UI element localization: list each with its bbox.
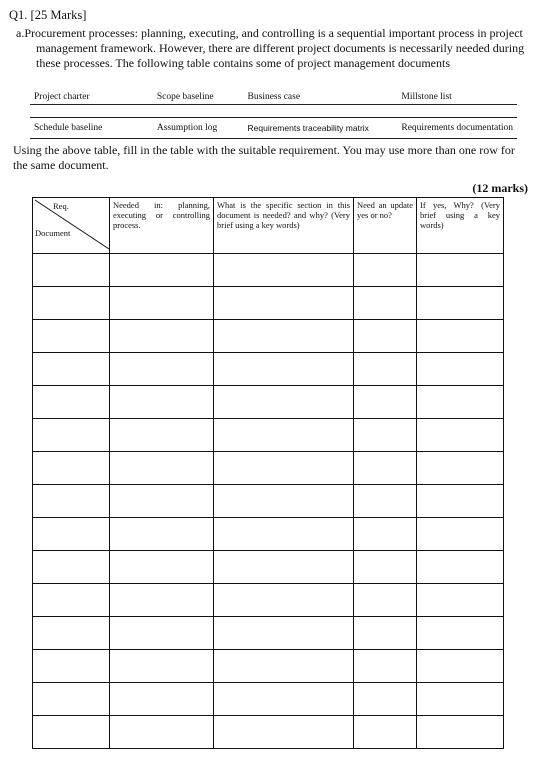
answer-cell-if-yes-why[interactable]: [417, 617, 504, 650]
answer-cell-need-update[interactable]: [354, 518, 417, 551]
answer-cell-need-update[interactable]: [354, 419, 417, 452]
answer-cell-specific-section[interactable]: [214, 584, 354, 617]
answer-row: [33, 518, 504, 551]
answer-cell-if-yes-why[interactable]: [417, 386, 504, 419]
answer-cell-specific-section[interactable]: [214, 485, 354, 518]
answer-cell-needed-in[interactable]: [110, 716, 214, 749]
answer-cell-needed-in[interactable]: [110, 353, 214, 386]
answer-cell-specific-section[interactable]: [214, 254, 354, 287]
answer-cell-need-update[interactable]: [354, 386, 417, 419]
answer-cell-need-update[interactable]: [354, 254, 417, 287]
answer-table: [32, 197, 504, 749]
answer-cell-need-update[interactable]: [354, 650, 417, 683]
answer-row: [33, 287, 504, 320]
answer-cell-document[interactable]: [33, 485, 110, 518]
answer-cell-document[interactable]: [33, 617, 110, 650]
answer-cell-document[interactable]: [33, 716, 110, 749]
answer-cell-document[interactable]: [33, 419, 110, 452]
answer-cell-needed-in[interactable]: [110, 287, 214, 320]
answer-row: [33, 320, 504, 353]
corner-cell: [33, 198, 110, 254]
document-item: Millstone list: [397, 89, 517, 105]
answer-row: [33, 353, 504, 386]
answer-cell-document[interactable]: [33, 551, 110, 584]
answer-cell-specific-section[interactable]: [214, 287, 354, 320]
answer-row: [33, 254, 504, 287]
diagonal-line: [33, 198, 110, 250]
answer-row: [33, 551, 504, 584]
answer-cell-if-yes-why[interactable]: [417, 716, 504, 749]
answer-cell-if-yes-why[interactable]: [417, 650, 504, 683]
document-item: Requirements documentation: [397, 118, 517, 139]
document-item: Project charter: [30, 89, 153, 105]
answer-cell-document[interactable]: [33, 320, 110, 353]
document-item: Scope baseline: [153, 89, 244, 105]
answer-cell-document[interactable]: [33, 353, 110, 386]
answer-cell-specific-section[interactable]: [214, 716, 354, 749]
answer-cell-specific-section[interactable]: [214, 452, 354, 485]
answer-cell-specific-section[interactable]: [214, 617, 354, 650]
answer-cell-if-yes-why[interactable]: [417, 419, 504, 452]
answer-cell-if-yes-why[interactable]: [417, 452, 504, 485]
header-needed-in: Needed in: planning, executing or controlling process.: [110, 198, 214, 254]
answer-cell-document[interactable]: [33, 683, 110, 716]
answer-cell-specific-section[interactable]: [214, 518, 354, 551]
answer-cell-need-update[interactable]: [354, 353, 417, 386]
answer-cell-document[interactable]: [33, 452, 110, 485]
answer-cell-needed-in[interactable]: [110, 551, 214, 584]
answer-row: [33, 617, 504, 650]
answer-cell-specific-section[interactable]: [214, 386, 354, 419]
answer-cell-if-yes-why[interactable]: [417, 287, 504, 320]
document-list-row: [30, 89, 517, 105]
answer-cell-if-yes-why[interactable]: [417, 353, 504, 386]
answer-cell-document[interactable]: [33, 650, 110, 683]
document-list-row: [30, 118, 517, 139]
question-title: Q1. [25 Marks]: [9, 8, 87, 22]
answer-cell-if-yes-why[interactable]: [417, 551, 504, 584]
answer-cell-if-yes-why[interactable]: [417, 518, 504, 551]
answer-row: [33, 386, 504, 419]
answer-cell-need-update[interactable]: [354, 617, 417, 650]
answer-cell-needed-in[interactable]: [110, 683, 214, 716]
answer-row: [33, 650, 504, 683]
answer-cell-needed-in[interactable]: [110, 386, 214, 419]
answer-cell-document[interactable]: [33, 287, 110, 320]
answer-cell-needed-in[interactable]: [110, 254, 214, 287]
answer-cell-needed-in[interactable]: [110, 650, 214, 683]
answer-cell-document[interactable]: [33, 386, 110, 419]
document-list-table: [30, 89, 517, 139]
answer-row: [33, 716, 504, 749]
answer-cell-document[interactable]: [33, 254, 110, 287]
answer-cell-if-yes-why[interactable]: [417, 584, 504, 617]
answer-cell-need-update[interactable]: [354, 485, 417, 518]
answer-row: [33, 584, 504, 617]
answer-row: [33, 683, 504, 716]
answer-cell-if-yes-why[interactable]: [417, 485, 504, 518]
answer-cell-specific-section[interactable]: [214, 683, 354, 716]
answer-cell-needed-in[interactable]: [110, 320, 214, 353]
answer-cell-need-update[interactable]: [354, 452, 417, 485]
answer-cell-need-update[interactable]: [354, 683, 417, 716]
answer-row: [33, 452, 504, 485]
answer-table-header: [33, 198, 504, 254]
header-need-update: Need an update yes or no?: [354, 198, 417, 254]
corner-document-label: Document: [35, 228, 71, 238]
answer-row: [33, 419, 504, 452]
answer-cell-if-yes-why[interactable]: [417, 254, 504, 287]
instruction-text: Using the above table, fill in the table with the suitable requirement. You may use more than one row for the same document.: [13, 143, 515, 172]
answer-cell-needed-in[interactable]: [110, 518, 214, 551]
document-item: Assumption log: [153, 118, 244, 139]
answer-cell-specific-section[interactable]: [214, 320, 354, 353]
answer-cell-needed-in[interactable]: [110, 419, 214, 452]
answer-cell-if-yes-why[interactable]: [417, 683, 504, 716]
document-item: Requirements traceability matrix: [244, 118, 398, 139]
answer-cell-specific-section[interactable]: [214, 353, 354, 386]
answer-cell-needed-in[interactable]: [110, 452, 214, 485]
marks-label: (12 marks): [472, 181, 528, 195]
answer-cell-specific-section[interactable]: [214, 551, 354, 584]
answer-cell-needed-in[interactable]: [110, 584, 214, 617]
answer-cell-need-update[interactable]: [354, 584, 417, 617]
answer-cell-needed-in[interactable]: [110, 485, 214, 518]
answer-cell-need-update[interactable]: [354, 716, 417, 749]
answer-cell-need-update[interactable]: [354, 287, 417, 320]
answer-row: [33, 485, 504, 518]
answer-cell-need-update[interactable]: [354, 320, 417, 353]
answer-cell-specific-section[interactable]: [214, 650, 354, 683]
answer-cell-need-update[interactable]: [354, 551, 417, 584]
header-specific-section: What is the specific section in this document is needed? and why? (Very brief using a key words): [214, 198, 354, 254]
answer-cell-if-yes-why[interactable]: [417, 320, 504, 353]
answer-cell-document[interactable]: [33, 584, 110, 617]
corner-req-label: Req.: [53, 201, 69, 211]
part-a-text: a.Procurement processes: planning, executing, and controlling is a sequential important process in project management framework. However, there are different project documents is necessarily needed during these processes. The following table contains some of project management documents: [16, 26, 525, 70]
question-part-a: [16, 26, 528, 71]
answer-cell-specific-section[interactable]: [214, 419, 354, 452]
answer-cell-needed-in[interactable]: [110, 617, 214, 650]
answer-cell-document[interactable]: [33, 518, 110, 551]
document-item: Schedule baseline: [30, 118, 153, 139]
header-if-yes-why: If yes, Why? (Very brief using a key words): [417, 198, 504, 254]
document-item: Business case: [244, 89, 398, 105]
